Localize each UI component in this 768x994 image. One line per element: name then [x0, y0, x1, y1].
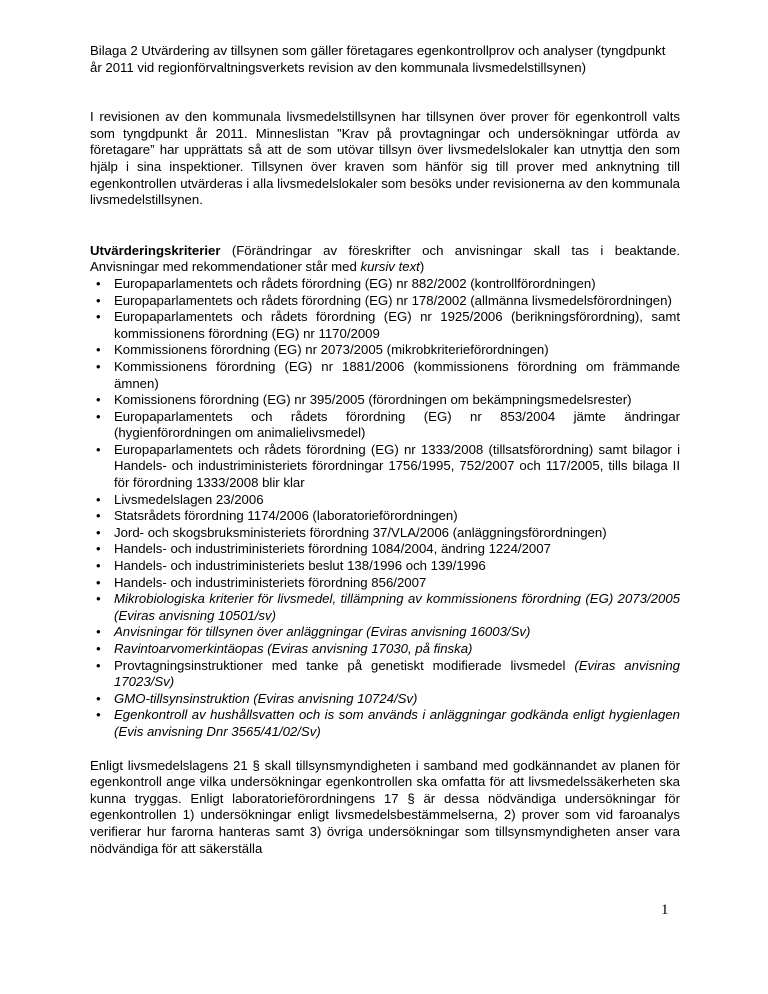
list-item: • Kommissionens förordning (EG) nr 1881/2006 (kommissionens förordning om främmande ämnen) [90, 359, 680, 392]
list-item: • Handels- och industriministeriets beslut 138/1996 och 139/1996 [90, 558, 680, 575]
list-item: • Europaparlamentets och rådets förordning (EG) nr 853/2004 jämte ändringar (hygienförordningen om animalielivsmedel) [90, 409, 680, 442]
list-item: • Kommissionens förordning (EG) nr 2073/2005 (mikrobkriterieförordningen) [90, 342, 680, 359]
criteria-heading: Utvärderingskriterier [90, 242, 221, 258]
list-item: • GMO-tillsynsinstruktion (Eviras anvisning 10724/Sv) [90, 691, 680, 708]
list-item-italic: (Eviras anvisning 17023/Sv) [114, 657, 680, 690]
list-item: • Livsmedelslagen 23/2006 [90, 492, 680, 509]
list-item-text: Provtagningsinstruktioner med tanke på genetiskt modifierade livsmedel [114, 657, 575, 673]
document-page [90, 43, 680, 870]
page-number: 1 [661, 902, 669, 918]
list-item: • Jord- och skogsbruksministeriets förordning 37/VLA/2006 (anläggningsförordningen) [90, 525, 680, 542]
list-item: • Mikrobiologiska kriterier för livsmedel, tillämpning av kommissionens förordning (EG) 2073/2005 (Eviras anvisning 10501/sv) [90, 591, 680, 624]
list-item: • Europaparlamentets och rådets förordning (EG) nr 178/2002 (allmänna livsmedelsförordningen) [90, 293, 680, 310]
intro-paragraph: I revisionen av den kommunala livsmedelstillsynen har tillsynen över prover för egenkontroll valts som tyngdpunkt år 2011. Minneslistan ”Krav på provtagningar och undersökningar utförda av företagare” har upprättats så att de som utövar tillsyn över livsmedelslokaler kan utnyttja den som hjälp i sina inspektioner. Tillsynen över kraven som hänför sig till prover med anknytning till egenkontrollen utvärderas i alla livsmedelslokaler som besöks under revisionerna av den kommunala livsmedelstillsynen. [90, 109, 680, 208]
list-item: • Europaparlamentets och rådets förordning (EG) nr 1925/2006 (berikningsförordning), samt kommissionens förordning (EG) nr 1170/2009 [90, 309, 680, 342]
criteria-note: (Förändringar av föreskrifter och anvisningar skall tas i beaktande. Anvisningar med rekommendationer står med [90, 242, 680, 275]
list-item: • Europaparlamentets och rådets förordning (EG) nr 882/2002 (kontrollförordningen) [90, 276, 680, 293]
criteria-list [90, 276, 680, 741]
list-item: • Europaparlamentets och rådets förordning (EG) nr 1333/2008 (tillsatsförordning) samt bilagor i Handels- och industriministeriets förordningar 1756/1995, 752/2007 och 117/2005, tills bilaga II för förordning 1333/2008 blir klar [90, 442, 680, 492]
list-item: • Komissionens förordning (EG) nr 395/2005 (förordningen om bekämpningsmedelsrester) [90, 392, 680, 409]
list-item: • Statsrådets förordning 1174/2006 (laboratorieförordningen) [90, 508, 680, 525]
list-item: • Egenkontroll av hushållsvatten och is som används i anläggningar godkända enligt hygienlagen (Evis anvisning Dnr 3565/41/02/Sv) [90, 707, 680, 740]
list-item: • Handels- och industriministeriets förordning 856/2007 [90, 575, 680, 592]
criteria-note-italic: kursiv text [360, 259, 420, 275]
criteria-section [90, 243, 680, 741]
criteria-note-end: ) [419, 259, 425, 275]
closing-paragraph: Enligt livsmedelslagens 21 § skall tillsynsmyndigheten i samband med godkännandet av planen för egenkontroll ange vilka undersökningar egenkontrollen ska omfatta för att livsmedelssäkerheten ska kunna tryggas. Enligt laboratorieförordningens 17 § är dessa nödvändiga undersökningar för egenkontrollen 1) undersökningar enligt livsmedelsbestämmelserna, 2) prover som vid faroanalys verifierar hur farorna hanteras samt 3) övriga undersökningar som tillsynsmyndigheten anser vara nödvändiga för att säkerställa [90, 757, 680, 856]
list-item: • Handels- och industriministeriets förordning 1084/2004, ändring 1224/2007 [90, 541, 680, 558]
list-item: • Ravintoarvomerkintäopas (Eviras anvisning 17030, på finska) [90, 641, 680, 658]
document-header: Bilaga 2 Utvärdering av tillsynen som gäller företagares egenkontrollprov och analyser (tyngdpunkt år 2011 vid regionförvaltningsverkets revision av den kommunala livsmedelstillsynen) [90, 43, 666, 75]
list-item: • Anvisningar för tillsynen över anläggningar (Eviras anvisning 16003/Sv) [90, 624, 680, 641]
criteria-intro [90, 243, 680, 276]
list-item [90, 658, 680, 691]
